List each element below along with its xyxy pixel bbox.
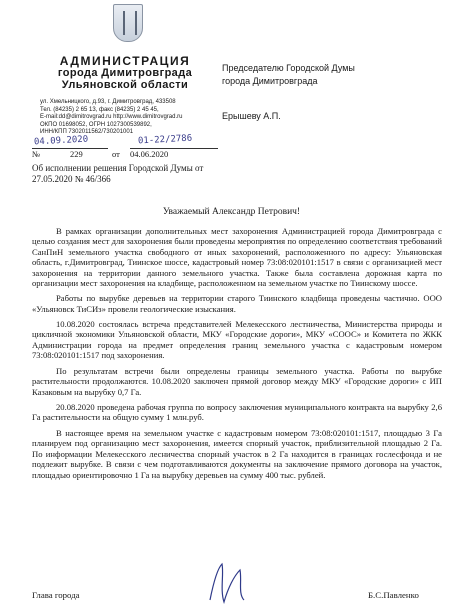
- addressee-block: [222, 62, 452, 123]
- body-paragraph: В рамках организации дополнительных мест захоронения Администрацией города Димитровграда с целью создания мест для захоронения были проведены мероприятия по определению соответствия требований СанПиН земельного участка свободного от иных захоронений, расположенного по адресу: Ульяновская область, г.Димитровград, Тиинское шоссе, кадастровый номер 73:08:020101:1517 в связи с организацией мест захоронения на территории данного земельного участка. Также была составлена дорожная карта по организации мест захоронения на кладбище, расположенном на земельном участке по Тиинскому шоссе.: [32, 226, 442, 289]
- contact-line: ОКПО 01698052, ОГРН 1027300539892,: [40, 121, 152, 128]
- addressee-line: города Димитровграда: [222, 75, 318, 86]
- contact-line: Тел. (84235) 2 65 13, факс (84235) 2 45 45,: [40, 106, 159, 113]
- printed-number: 229: [70, 149, 83, 159]
- handwritten-date: 04.09.2020: [33, 134, 89, 148]
- org-region: Ульяновской области: [61, 79, 189, 91]
- org-title: АДМИНИСТРАЦИЯ: [59, 54, 191, 68]
- printed-date: 04.06.2020: [130, 149, 169, 159]
- body-paragraph: По результатам встречи были определены границы земельного участка. Работы по вырубке растительности продолжаются. 10.08.2020 заключен прямой договор между МКУ «Городские дороги» с ИП Казаковым на вырубку 0,7 Га.: [32, 365, 442, 397]
- contact-line: ул. Хмельницкого, д.93, г. Димитровград, 433508: [40, 99, 176, 105]
- organization-name: [30, 55, 220, 91]
- addressee-line: Председателю Городской Думы: [222, 63, 355, 73]
- contact-line: E-mail:dd@dimitrovgrad.ru http://www.dimitrovgrad.ru: [40, 114, 183, 121]
- org-city: города Димитровграда: [57, 67, 193, 79]
- contact-line: ИНН/КПП 7302011562/730201001: [40, 129, 134, 136]
- registration-stamp: [32, 133, 222, 162]
- salutation: Уважаемый Александр Петрович!: [162, 207, 301, 217]
- label-number: №: [32, 149, 41, 159]
- handwritten-number: 01-22/2786: [137, 133, 193, 147]
- coat-of-arms-icon: [113, 4, 143, 42]
- label-from: от: [112, 149, 120, 159]
- signer-position: Глава города: [32, 590, 80, 600]
- body-paragraph: В настоящее время на земельном участке с кадастровым номером 73:08:020101:1517, площадью 3 Га планируем под организацию мест захоронения, имеется спорный участок, приблизительной площадью 2 Га. По информации Мелекесского лесничества спорный участок в 2 Га находится в границах гослесфонда и не подлежит вырубке. В связи с чем подготавливаются документы на заключение прямого договора на участок, площадью ориентировочно 1 Га на вырубку деревьев на сумму 400 тыс. рублей.: [32, 427, 442, 480]
- addressee-name: Ерышеву А.П.: [222, 111, 281, 121]
- body-paragraph: Работы по вырубке деревьев на территории старого Тиинского кладбища проведены частично. ООО «Ульяновск ТиСИз» провели геологические изыскания.: [32, 293, 442, 314]
- body-paragraph: 20.08.2020 проведена рабочая группа по вопросу заключения муниципального контракта на вырубку 2,6 Га растительности на общую сумму 1 млн.руб.: [32, 401, 442, 423]
- body-paragraph: 10.08.2020 состоялась встреча представителей Мелекесского лестничества, Министерства природы и цикличной экономики Ульяновской области, МКУ «Городские дороги», МКУ «СООС» и Комитета по ЖКК Администрации города на предмет определения границ земельного участка с кадастровым номером 73:08:020101:1517 под захоронения.: [32, 319, 442, 361]
- signer-name: Б.С.Павленко: [368, 590, 419, 600]
- letter-body: [32, 226, 442, 485]
- signature-block: [32, 590, 442, 600]
- letter-subject: Об исполнении решения Городской Думы от 27.05.2020 № 46/366: [32, 163, 204, 184]
- org-contacts: [40, 99, 218, 137]
